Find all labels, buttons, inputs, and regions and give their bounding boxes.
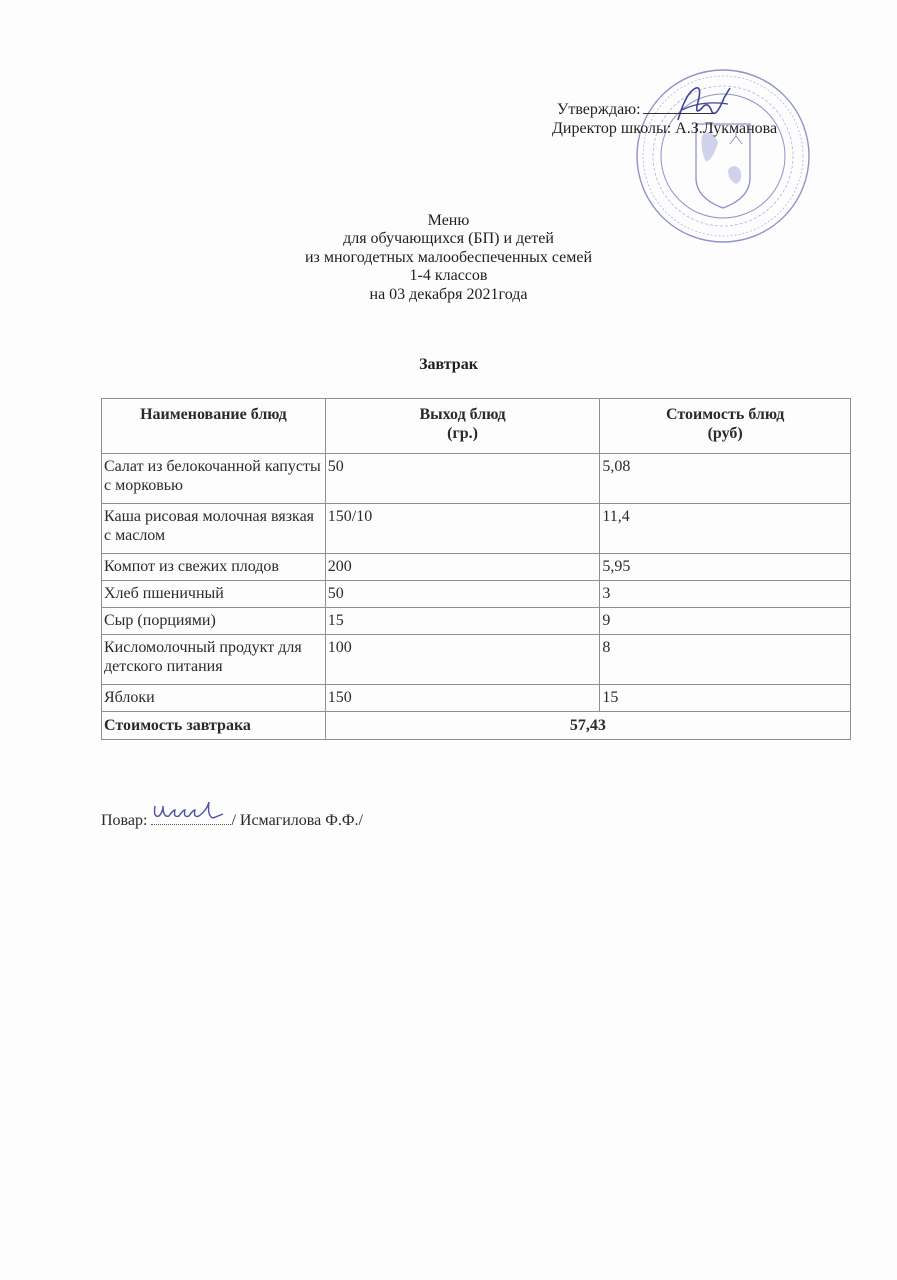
director-label: Директор школы: А.З.Лукманова xyxy=(552,120,778,137)
table-row xyxy=(102,454,851,504)
title-line-4: 1-4 классов xyxy=(409,267,488,285)
dish-cost: 8 xyxy=(600,635,851,685)
dish-cost: 9 xyxy=(600,608,851,635)
dish-cost: 15 xyxy=(600,685,851,712)
menu-table xyxy=(101,398,851,740)
cook-signature-icon xyxy=(151,798,231,824)
cook-signature-line xyxy=(101,806,363,830)
section-title-breakfast: Завтрак xyxy=(419,356,478,373)
table-row xyxy=(102,608,851,635)
dish-name: Салат из белокочанной капусты с морковью xyxy=(102,454,326,504)
table-row xyxy=(102,581,851,608)
dish-yield: 15 xyxy=(325,608,600,635)
cook-label: Повар: xyxy=(101,812,148,829)
table-row xyxy=(102,685,851,712)
table-row xyxy=(102,554,851,581)
dish-yield: 50 xyxy=(325,454,600,504)
header-cost: Стоимость блюд (руб) xyxy=(600,399,851,454)
approval-block xyxy=(552,100,777,138)
document-title xyxy=(0,212,897,304)
dish-yield: 50 xyxy=(325,581,600,608)
header-dish-name: Наименование блюд xyxy=(102,399,326,454)
dish-cost: 5,08 xyxy=(600,454,851,504)
cook-signature xyxy=(151,806,231,825)
cook-name: / Исмагилова Ф.Ф./ xyxy=(231,812,363,829)
approve-signature-line xyxy=(643,113,713,114)
title-line-1: Меню xyxy=(427,212,470,229)
table-total-row xyxy=(102,712,851,740)
dish-yield: 150/10 xyxy=(325,504,600,554)
title-line-3: из многодетных малообеспеченных семей xyxy=(304,248,593,266)
dish-name: Каша рисовая молочная вязкая с маслом xyxy=(102,504,326,554)
table-header-row xyxy=(102,399,851,454)
title-line-2: для обучающихся (БП) и детей xyxy=(343,230,554,248)
dish-name: Кисломолочный продукт для детского питания xyxy=(102,635,326,685)
header-yield: Выход блюд (гр.) xyxy=(325,399,600,454)
approve-label: Утверждаю: xyxy=(557,101,641,118)
dish-yield: 150 xyxy=(325,685,600,712)
dish-cost: 5,95 xyxy=(600,554,851,581)
dish-name: Яблоки xyxy=(102,685,326,712)
dish-cost: 11,4 xyxy=(600,504,851,554)
dish-cost: 3 xyxy=(600,581,851,608)
dish-name: Компот из свежих плодов xyxy=(102,554,326,581)
title-line-5-date: на 03 декабря 2021года xyxy=(369,285,528,303)
dish-yield: 200 xyxy=(325,554,600,581)
dish-name: Сыр (порциями) xyxy=(102,608,326,635)
total-value: 57,43 xyxy=(325,712,850,740)
total-label: Стоимость завтрака xyxy=(102,712,326,740)
table-row xyxy=(102,635,851,685)
dish-name: Хлеб пшеничный xyxy=(102,581,326,608)
table-row xyxy=(102,504,851,554)
dish-yield: 100 xyxy=(325,635,600,685)
